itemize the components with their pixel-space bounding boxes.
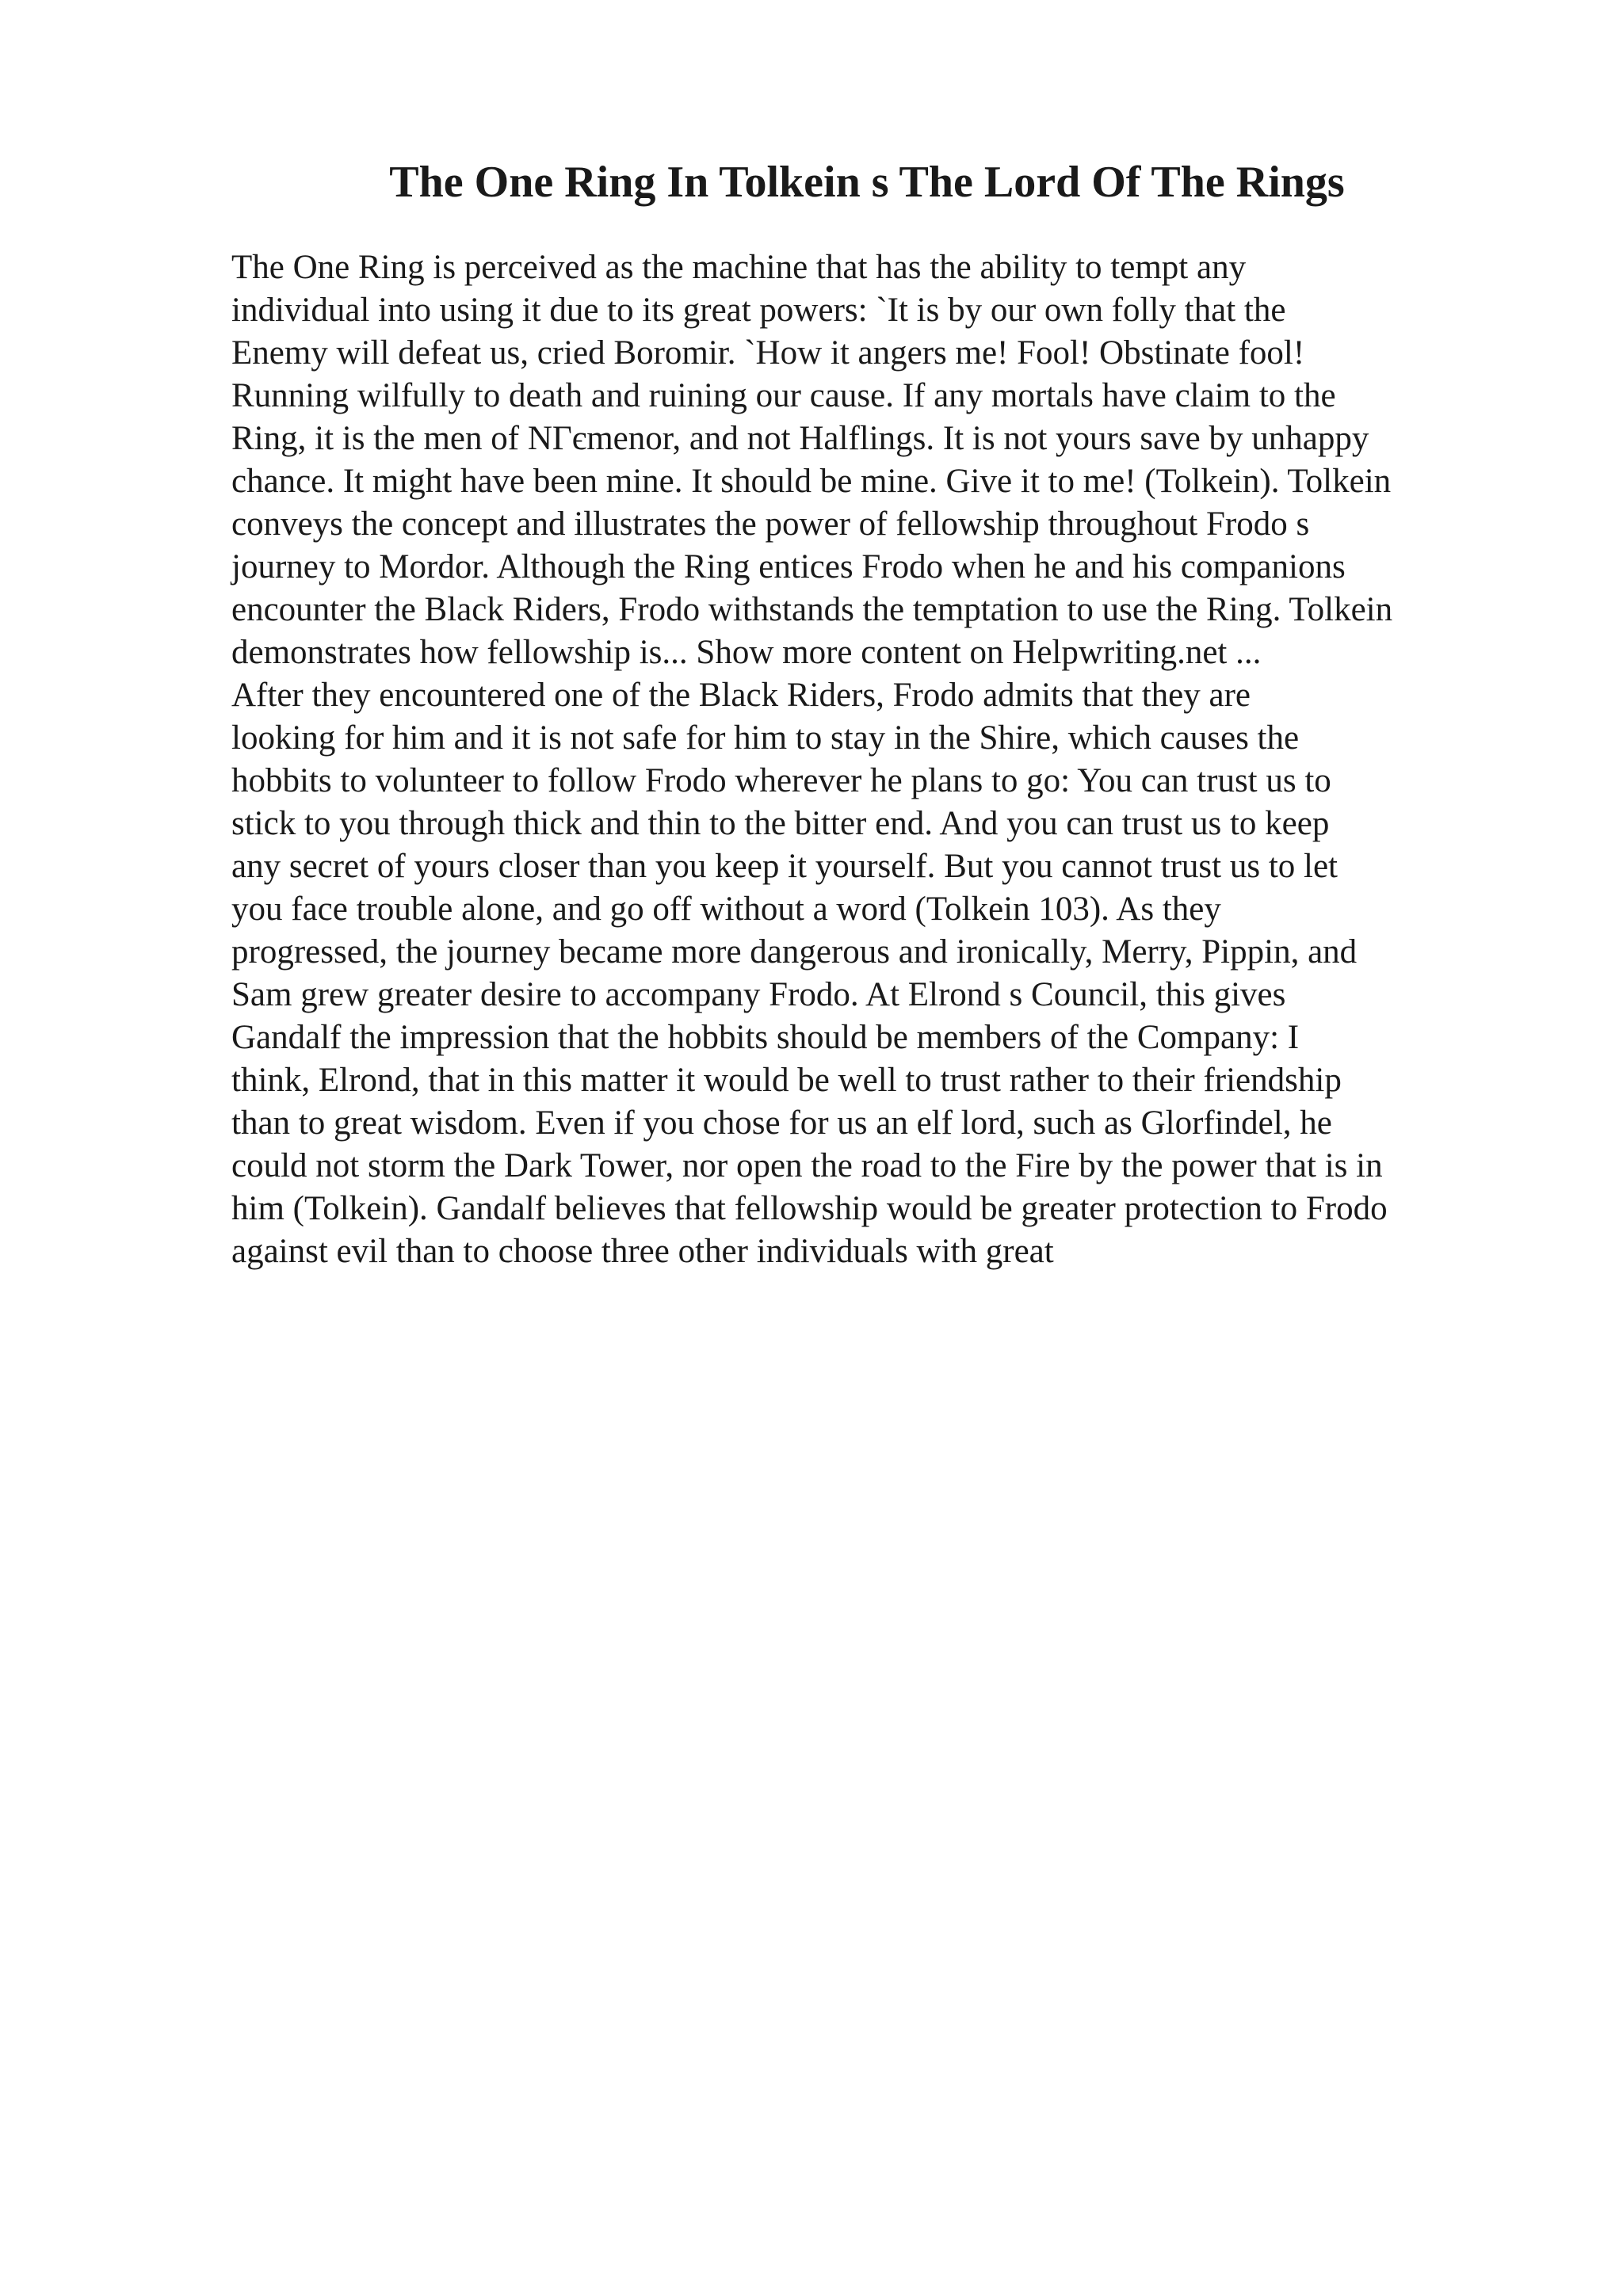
document-body [231, 246, 1623, 1273]
body-line: The One Ring is perceived as the machine that has the ability to tempt any [231, 249, 1247, 286]
body-line: Enemy will defeat us, cried Boromir. `How it angers me! Fool! Obstinate fool! [231, 334, 1305, 372]
body-line: chance. It might have been mine. It should be mine. Give it to me! (Tolkein). Tolkein [231, 463, 1392, 500]
body-line: conveys the concept and illustrates the power of fellowship throughout Frodo s [231, 505, 1310, 543]
body-line: Running wilfully to death and ruining our cause. If any mortals have claim to the [231, 377, 1336, 414]
body-line: progressed, the journey became more dangerous and ironically, Merry, Pippin, and [231, 933, 1358, 971]
body-line: Sam grew greater desire to accompany Frodo. At Elrond s Council, this gives [231, 976, 1286, 1013]
body-line: Ring, it is the men of NΓєmenor, and not Halflings. It is not yours save by unhappy [231, 420, 1369, 457]
document-title: The One Ring In Tolkein s The Lord Of The Rings [389, 158, 1345, 207]
body-line: you face trouble alone, and go off without a word (Tolkein 103). As they [231, 891, 1221, 928]
body-line: Gandalf the impression that the hobbits should be members of the Company: I [231, 1019, 1300, 1056]
body-line: encounter the Black Riders, Frodo withstands the temptation to use the Ring. Tolkein [231, 591, 1393, 628]
body-line: think, Elrond, that in this matter it would be well to trust rather to their friendship [231, 1062, 1342, 1099]
body-line: than to great wisdom. Even if you chose for us an elf lord, such as Glorfindel, he [231, 1104, 1332, 1142]
body-line: After they encountered one of the Black Riders, Frodo admits that they are [231, 677, 1251, 714]
body-line: journey to Mordor. Although the Ring entices Frodo when he and his companions [231, 548, 1346, 585]
body-line: could not storm the Dark Tower, nor open the road to the Fire by the power that is in [231, 1147, 1383, 1184]
body-line: demonstrates how fellowship is... Show more content on Helpwriting.net ... [231, 634, 1262, 671]
body-line: stick to you through thick and thin to the bitter end. And you can trust us to keep [231, 805, 1330, 842]
body-line: hobbits to volunteer to follow Frodo wherever he plans to go: You can trust us to [231, 762, 1331, 799]
body-line: looking for him and it is not safe for him to stay in the Shire, which causes the [231, 719, 1300, 757]
body-line: any secret of yours closer than you keep it yourself. But you cannot trust us to let [231, 848, 1338, 885]
body-line: against evil than to choose three other individuals with great [231, 1233, 1054, 1270]
body-line: him (Tolkein). Gandalf believes that fellowship would be greater protection to Frodo [231, 1190, 1388, 1227]
body-line: individual into using it due to its great powers: `It is by our own folly that the [231, 292, 1286, 329]
